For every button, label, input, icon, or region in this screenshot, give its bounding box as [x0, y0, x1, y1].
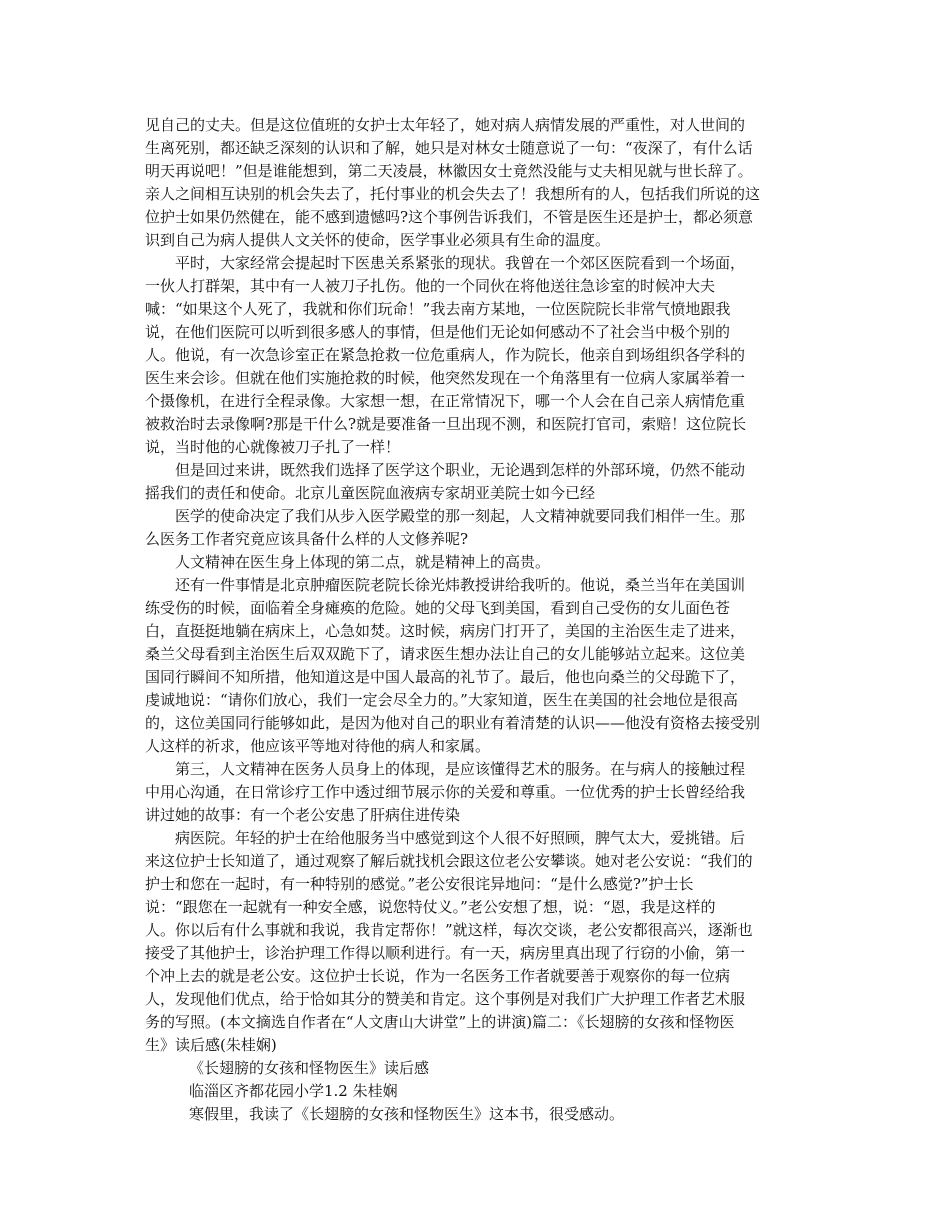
text-line: 亲人之间相互诀别的机会失去了，托付事业的机会失去了！我想所有的人，包括我们所说的这	[145, 185, 761, 203]
text-line: 国同行瞬间不知所措，他知道这是中国人最高的礼节了。最后，他也向桑兰的父母跪下了，	[145, 668, 746, 686]
text-line: 讲过她的故事：有一个老公安患了肝病住进传染	[145, 806, 461, 824]
text-line: 第三，人文精神在医务人员身上的体现，是应该懂得艺术的服务。在与病人的接触过程	[175, 760, 746, 778]
document-body	[145, 114, 805, 1126]
text-line: 人。他说，有一次急诊室正在紧急抢救一位危重病人，作为院长，他亲自到场组织各学科的	[145, 346, 746, 364]
text-line: 说，在他们医院可以听到很多感人的事情，但是他们无论如何感动不了社会当中极个别的	[145, 323, 731, 341]
text-line: 医学的使命决定了我们从步入医学殿堂的那一刻起，人文精神就要同我们相伴一生。那	[175, 507, 746, 525]
text-line: 来这位护士长知道了，通过观察了解后就找机会跟这位老公安攀谈。她对老公安说：“我们的	[145, 852, 753, 870]
text-line: 的，这位美国同行能够如此，是因为他对自己的职业有着清楚的认识——他没有资格去接受别	[145, 714, 761, 732]
text-line: 白，直挺挺地躺在病床上，心急如焚。这时候，病房门打开了，美国的主治医生走了进来，	[145, 622, 746, 640]
text-line: 么医务工作者究竟应该具备什么样的人文修养呢?	[145, 530, 469, 548]
text-line: 医生来会诊。但就在他们实施抢救的时候，他突然发现在一个角落里有一位病人家属举着一	[145, 369, 746, 387]
text-line: 务的写照。(本文摘选自作者在“人文唐山大讲堂”上的讲演)篇二：《长翅膀的女孩和怪物医	[145, 1013, 735, 1031]
text-line: 平时，大家经常会提起时下医患关系紧张的现状。我曾在一个郊区医院看到一个场面，	[175, 254, 746, 272]
text-line: 生》读后感(朱桂娴)	[145, 1036, 277, 1054]
text-line: 个摄像机，在进行全程录像。大家想一想，在正常情况下，哪一个人会在自己亲人病情危重	[145, 392, 746, 410]
text-line: 接受了其他护士，诊治护理工作得以顺利进行。有一天，病房里真出现了行窃的小偷，第一	[145, 944, 746, 962]
text-line: 见自己的丈夫。但是这位值班的女护士太年轻了，她对病人病情发展的严重性，对人世间的	[145, 116, 746, 134]
text-line: 摇我们的责任和使命。北京儿童医院血液病专家胡亚美院士如今已经	[145, 484, 596, 502]
text-line: 明天再说吧！”但是谁能想到，第二天凌晨，林徽因女士竟然没能与丈夫相见就与世长辞了。	[145, 162, 753, 180]
text-line: 被救治时去录像啊?那是干什么?就是要准备一旦出现不测，和医院打官司，索赔！这位院长	[145, 415, 747, 433]
text-line: 中用心沟通，在日常诊疗工作中透过细节展示你的关爱和尊重。一位优秀的护士长曾经给我	[145, 783, 746, 801]
text-line: 位护士如果仍然健在，能不感到遗憾吗?这个事例告诉我们，不管是医生还是护士，都必须意	[145, 208, 754, 226]
text-line: 《长翅膀的女孩和怪物医生》读后感	[189, 1059, 430, 1077]
text-line: 但是回过来讲，既然我们选择了医学这个职业，无论遇到怎样的外部环境，仍然不能动	[175, 461, 746, 479]
text-line: 说，当时他的心就像被刀子扎了一样！	[145, 438, 401, 456]
text-line: 桑兰父母看到主治医生后双双跪下了，请求医生想办法让自己的女儿能够站立起来。这位美	[145, 645, 746, 663]
text-line: 人文精神在医生身上体现的第二点，就是精神上的高贵。	[175, 553, 551, 571]
text-line: 生离死别，都还缺乏深刻的认识和了解，她只是对林女士随意说了一句：“夜深了，有什么话	[145, 139, 753, 157]
text-line: 护士和您在一起时，有一种特别的感觉。”老公安很诧异地问：“是什么感觉?”护士长	[145, 875, 694, 893]
text-line: 临淄区齐都花园小学1.2 朱桂娴	[189, 1082, 398, 1100]
text-line: 一伙人打群架，其中有一人被刀子扎伤。他的一个同伙在将他送往急诊室的时候冲大夫	[145, 277, 716, 295]
text-line: 人，发现他们优点，给于恰如其分的赞美和肯定。这个事例是对我们广大护理工作者艺术服	[145, 990, 746, 1008]
text-line: 虔诚地说：“请你们放心，我们一定会尽全力的。”大家知道，医生在美国的社会地位是很高	[145, 691, 738, 709]
text-line: 说：“跟您在一起就有一种安全感，说您特仗义。”老公安想了想，说：“恩，我是这样的	[145, 898, 716, 916]
text-line: 人。你以后有什么事就和我说，我肯定帮你！”就这样，每次交谈，老公安都很高兴，逐渐也	[145, 921, 753, 939]
text-line: 喊：“如果这个人死了，我就和你们玩命！”我去南方某地，一位医院院长非常气愤地跟我	[145, 300, 731, 318]
text-line: 个冲上去的就是老公安。这位护士长说，作为一名医务工作者就要善于观察你的每一位病	[145, 967, 731, 985]
text-line: 人这样的祈求，他应该平等地对待他的病人和家属。	[145, 737, 491, 755]
text-line: 练受伤的时候，面临着全身瘫痪的危险。她的父母飞到美国，看到自己受伤的女儿面色苍	[145, 599, 731, 617]
text-line: 寒假里，我读了《长翅膀的女孩和怪物医生》这本书，很受感动。	[189, 1105, 625, 1123]
text-line: 病医院。年轻的护士在给他服务当中感觉到这个人很不好照顾，脾气太大，爱挑错。后	[175, 829, 746, 847]
text-line: 识到自己为病人提供人文关怀的使命，医学事业必须具有生命的温度。	[145, 231, 611, 249]
text-line: 还有一件事情是北京肿瘤医院老院长徐光炜教授讲给我听的。他说，桑兰当年在美国训	[175, 576, 746, 594]
